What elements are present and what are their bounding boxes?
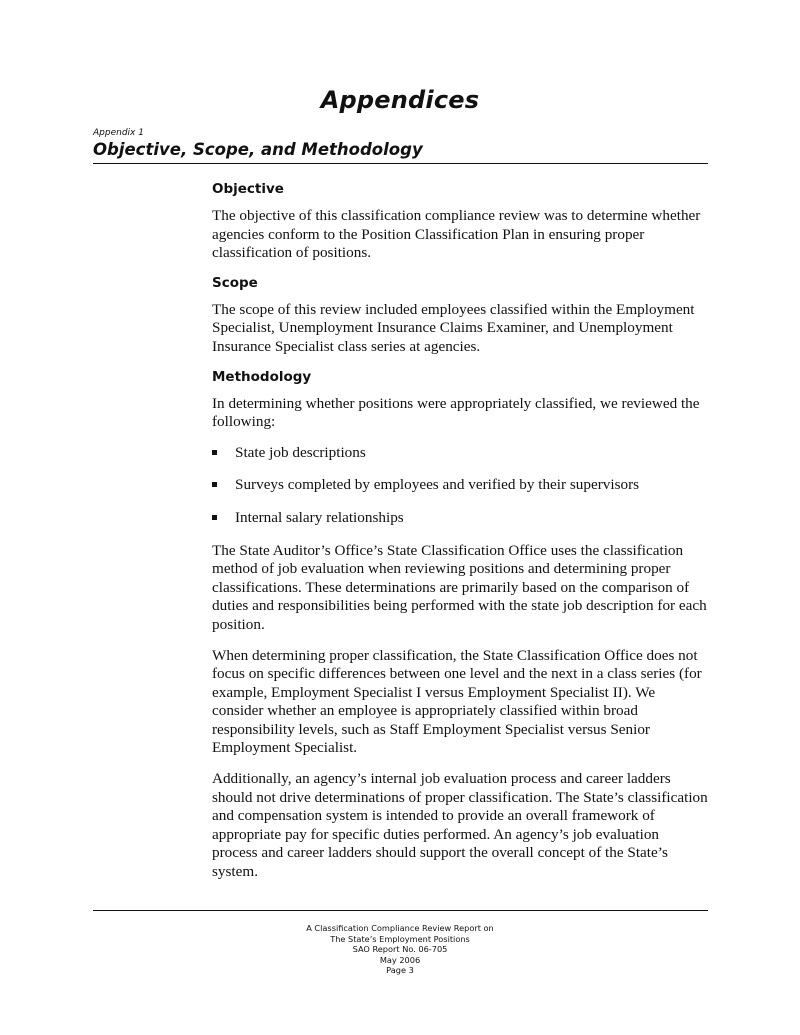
methodology-paragraph: Additionally, an agency’s internal job evaluation process and career ladders should not drive determinations of proper classification. The State’s classification and compensation system is intended to provide an overall framework of appropriate pay for specific duties performed. An agency’s job evaluation process and career ladders should support the overall concept of the State’s system.	[212, 770, 708, 881]
appendix-label: Appendix 1	[93, 128, 144, 138]
page-footer	[0, 923, 800, 976]
page-title: Appendices	[320, 86, 480, 114]
footer-report-title: A Classification Compliance Review Report on	[306, 923, 494, 933]
header-divider	[93, 163, 708, 164]
bullet-item: Surveys completed by employees and verified by their supervisors	[212, 476, 708, 495]
footer-page-number: Page 3	[386, 965, 414, 976]
main-content	[212, 181, 708, 882]
scope-heading: Scope	[212, 274, 258, 291]
footer-divider	[93, 910, 708, 911]
methodology-bullet-list	[212, 444, 708, 528]
methodology-paragraph: When determining proper classification, the State Classification Office does not focus on specific differences between one level and the next in a class series (for example, Employment Specialist I versus Employment Specialist II). We consider whether an employee is appropriately classified within broad responsibility levels, such as Staff Employment Specialist versus Senior Employment Specialist.	[212, 646, 702, 757]
bullet-item: State job descriptions	[212, 444, 708, 463]
footer-date: May 2006	[379, 954, 421, 965]
footer-report-number: SAO Report No. 06-705	[352, 944, 448, 955]
footer-report-subtitle: The State’s Employment Positions	[330, 933, 470, 944]
bullet-item: Internal salary relationships	[212, 509, 708, 528]
objective-paragraph: The objective of this classification compliance review was to determine whether agencies conform to the Position Classification Plan in ensuring proper classification of positions.	[212, 207, 701, 262]
methodology-paragraph: The State Auditor’s Office’s State Classification Office uses the classification method of job evaluation when reviewing positions and determining proper classifications. These determinations are primarily based on the comparison of duties and responsibilities being performed with the state job description for each position.	[212, 541, 707, 633]
methodology-heading: Methodology	[212, 368, 312, 385]
methodology-intro: In determining whether positions were appropriately classified, we reviewed the following:	[212, 394, 700, 431]
objective-heading: Objective	[212, 181, 284, 197]
scope-paragraph: The scope of this review included employees classified within the Employment Specialist, Unemployment Insurance Claims Examiner, and Unemployment Insurance Specialist class series at agencies.	[212, 300, 695, 355]
section-title: Objective, Scope, and Methodology	[93, 140, 423, 159]
